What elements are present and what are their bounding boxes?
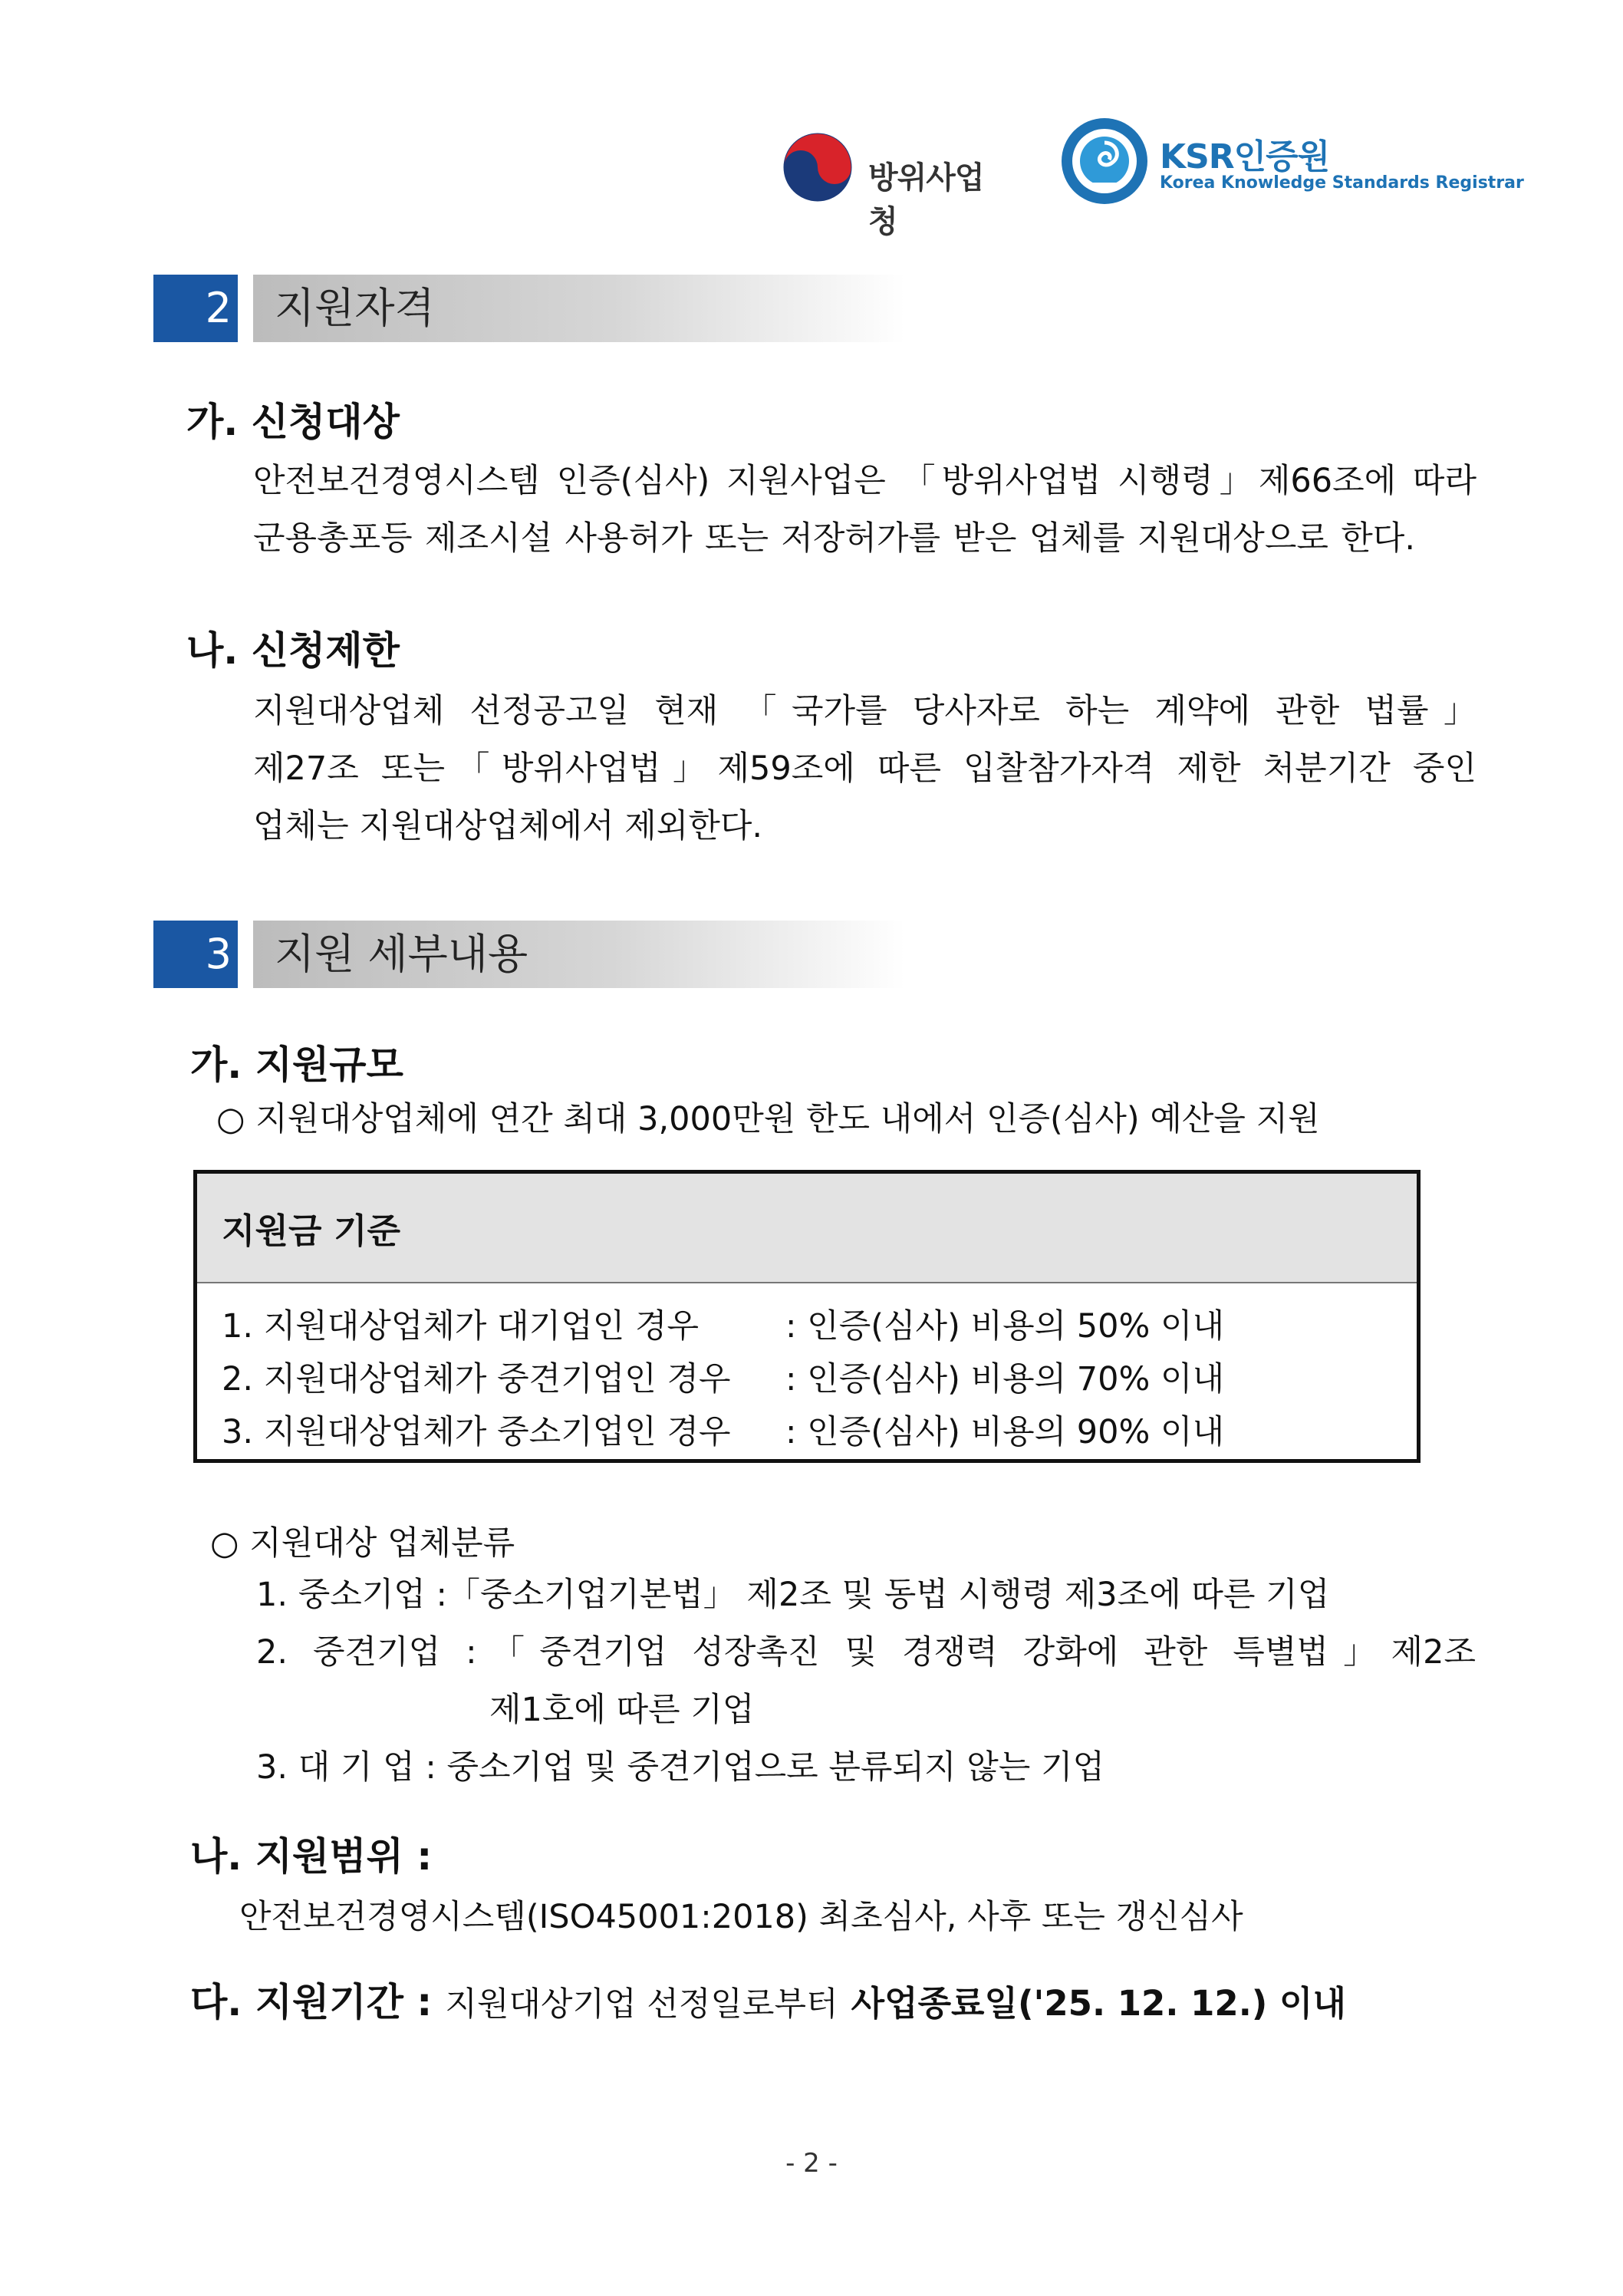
section-2b-heading: 나. 신청제한 bbox=[186, 628, 400, 673]
support-period-line bbox=[190, 1972, 1346, 2027]
section-3a-heading: 가. 지원규모 bbox=[190, 1043, 403, 1087]
criteria-row bbox=[222, 1353, 1224, 1400]
support-criteria-box bbox=[193, 1170, 1421, 1463]
criteria-row bbox=[222, 1300, 1224, 1347]
section-3-bar bbox=[253, 921, 905, 988]
mnd-logo bbox=[782, 132, 1012, 239]
criteria-row-value: : 인증(심사) 비용의 90% 이내 bbox=[785, 1413, 1225, 1451]
criteria-row-value: : 인증(심사) 비용의 50% 이내 bbox=[785, 1307, 1225, 1346]
company-class-item-2-cont: 제1호에 따른 기업 bbox=[489, 1691, 755, 1729]
section-3-number: 3 bbox=[153, 921, 238, 988]
section-3-header bbox=[153, 921, 905, 988]
section-2-bar bbox=[253, 275, 905, 342]
support-scope-text: 안전보건경영시스템(ISO45001:2018) 최초심사, 사후 또는 갱신심사 bbox=[239, 1898, 1243, 1936]
company-class-bullet: ○ 지원대상 업체분류 bbox=[210, 1524, 515, 1563]
ksr-logo-name: KSR인증원 bbox=[1160, 137, 1330, 176]
criteria-row-label: 3. 지원대상업체가 중소기업인 경우 bbox=[222, 1413, 731, 1451]
criteria-row-label: 2. 지원대상업체가 중견기업인 경우 bbox=[222, 1360, 731, 1398]
company-class-item-1: 1. 중소기업 :「중소기업기본법」 제2조 및 동법 시행령 제3조에 따른 기업 bbox=[256, 1576, 1330, 1614]
section-2b-line-3: 업체는 지원대상업체에서 제외한다. bbox=[253, 807, 763, 845]
support-period-end: 사업종료일('25. 12. 12.) 이내 bbox=[851, 1983, 1346, 2024]
section-2b-line-2: 제27조 또는「방위사업법」제59조에 따른 입찰참가자격 제한 처분기간 중인 bbox=[253, 749, 1477, 788]
criteria-row-label: 1. 지원대상업체가 대기업인 경우 bbox=[222, 1307, 700, 1346]
section-2a-line-2: 군용총포등 제조시설 사용허가 또는 저장허가를 받은 업체를 지원대상으로 한다. bbox=[253, 519, 1415, 558]
ksr-logo bbox=[1058, 115, 1524, 215]
criteria-row bbox=[222, 1406, 1224, 1453]
company-class-item-2: 2. 중견기업 :「중견기업 성장촉진 및 경쟁력 강화에 관한 특별법」제2조 bbox=[256, 1633, 1476, 1672]
criteria-row-value: : 인증(심사) 비용의 70% 이내 bbox=[785, 1360, 1225, 1398]
section-3c-heading: 다. 지원기간 : bbox=[190, 1980, 433, 2024]
header-logos bbox=[782, 115, 1524, 239]
support-criteria-header bbox=[197, 1174, 1417, 1283]
support-period-text: 지원대상기업 선정일로부터 bbox=[445, 1985, 838, 2024]
company-class-item-3: 3. 대 기 업 : 중소기업 및 중견기업으로 분류되지 않는 기업 bbox=[256, 1748, 1105, 1787]
support-scale-bullet: ○ 지원대상업체에 연간 최대 3,000만원 한도 내에서 인증(심사) 예산을 지원 bbox=[216, 1100, 1320, 1138]
mnd-logo-text: 방위사업청 bbox=[868, 160, 984, 239]
ksr-seal-icon bbox=[1058, 115, 1151, 207]
support-criteria-title: 지원금 기준 bbox=[222, 1211, 401, 1251]
section-2b-line-1: 지원대상업체 선정공고일 현재 「국가를 당사자로 하는 계약에 관한 법률」 bbox=[253, 692, 1477, 730]
section-3-title: 지원 세부내용 bbox=[275, 930, 528, 978]
ksr-logo-subtitle: Korea Knowledge Standards Registrar bbox=[1160, 173, 1524, 193]
section-2-title: 지원자격 bbox=[275, 284, 435, 332]
section-3b-heading: 나. 지원범위 : bbox=[190, 1834, 433, 1879]
section-2a-heading: 가. 신청대상 bbox=[186, 400, 400, 444]
page-number: - 2 - bbox=[785, 2148, 838, 2179]
taegeuk-emblem-icon bbox=[782, 132, 853, 203]
section-2-header bbox=[153, 275, 905, 342]
section-2-number: 2 bbox=[153, 275, 238, 342]
section-2a-line-1: 안전보건경영시스템 인증(심사) 지원사업은 「방위사업법 시행령」제66조에 따라 bbox=[253, 462, 1477, 500]
